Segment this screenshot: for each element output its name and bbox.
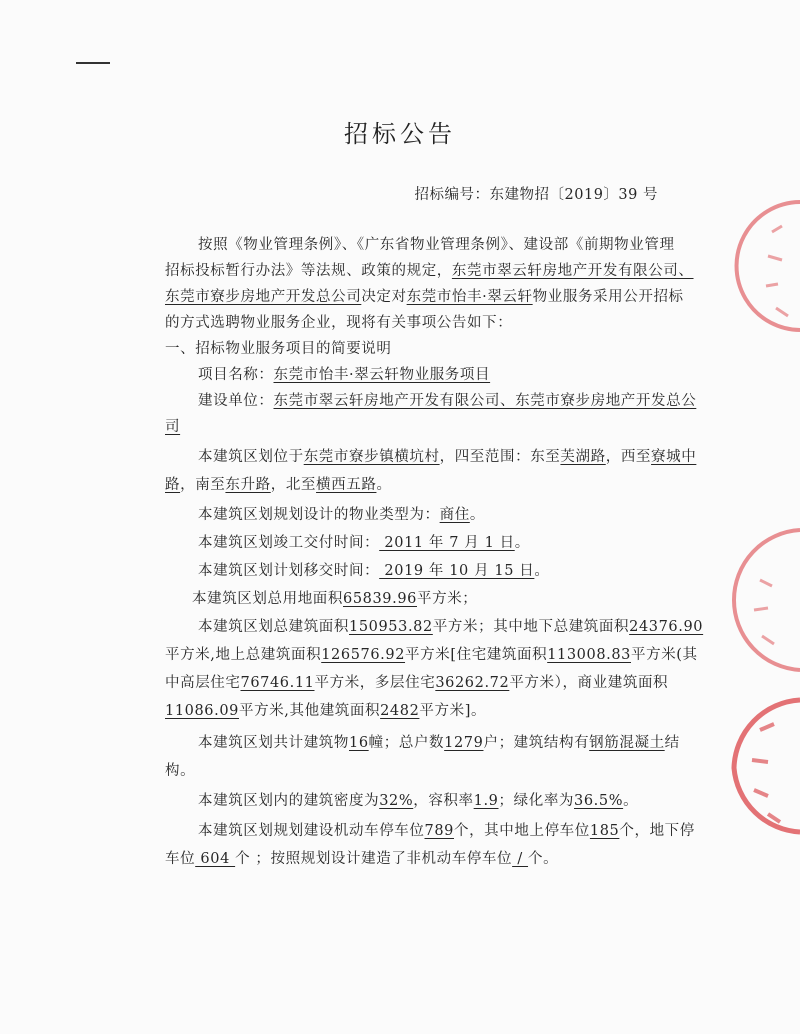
area-line-4: 11086.09平方米,其他建筑面积2482平方米]。 [165, 703, 487, 719]
buildings-line-1: 本建筑区划共计建筑物16幢；总户数1279户；建筑结构有钢筋混凝土结 [198, 735, 680, 751]
seal-stamp-middle [690, 520, 800, 680]
land-area: 本建筑区划总用地面积65839.96平方米； [192, 591, 478, 607]
density-line: 本建筑区划内的建筑密度为32%，容积率1.9；绿化率为36.5%。 [198, 793, 639, 809]
project-name: 项目名称：东莞市怡丰·翠云轩物业服务项目 [198, 367, 491, 383]
section-heading-1: 一、招标物业服务项目的简要说明 [165, 341, 392, 357]
area-line-1: 本建筑区划总建筑面积150953.82平方米；其中地下总建筑面积24376.90 [198, 619, 704, 635]
location-line-1: 本建筑区划位于东莞市寮步镇横坑村，四至范围：东至芙湖路，西至寮城中 [198, 449, 697, 465]
parking-line-1: 本建筑区划规划建设机动车停车位789个，其中地上停车位185个，地下停 [198, 823, 695, 839]
property-type: 本建筑区划规划设计的物业类型为：商住。 [198, 507, 485, 523]
bid-number: 招标编号：东建物招〔2019〕39 号 [414, 187, 658, 203]
buildings-line-2: 构。 [165, 763, 196, 779]
builder-line-2: 司 [165, 419, 181, 435]
parking-line-2: 车位 604 个 ；按照规划设计建造了非机动车停车位 / 个。 [165, 851, 559, 867]
intro-line-2: 招标投标暂行办法》等法规、政策的规定，东莞市翠云轩房地产开发有限公司、 [165, 263, 694, 279]
area-line-3: 中高层住宅76746.11平方米，多层住宅36262.72平方米），商业建筑面积 [165, 675, 669, 691]
intro-line-3: 东莞市寮步房地产开发总公司决定对东莞市怡丰·翠云轩物业服务采用公开招标 [165, 289, 684, 305]
handover-date: 本建筑区划计划移交时间： 2019 年 10 月 15 日。 [198, 563, 550, 579]
intro-line-1: 按照《物业管理条例》、《广东省物业管理条例》、建设部《前期物业管理 [198, 237, 675, 253]
location-line-2: 路，南至东升路，北至横西五路。 [165, 477, 392, 493]
seal-stamp-bottom [672, 690, 800, 840]
scan-corner-mark [76, 62, 110, 64]
completion-date: 本建筑区划竣工交付时间： 2011 年 7 月 1 日。 [198, 535, 530, 551]
builder-line-1: 建设单位：东莞市翠云轩房地产开发有限公司、东莞市寮步房地产开发总公 [198, 393, 697, 409]
page-title: 招标公告 [344, 120, 456, 148]
seal-stamp-top [672, 196, 800, 336]
area-line-2: 平方米,地上总建筑面积126576.92平方米[住宅建筑面积113008.83平方米(其 [165, 647, 698, 663]
intro-line-4: 的方式选聘物业服务企业，现将有关事项公告如下： [165, 315, 513, 331]
